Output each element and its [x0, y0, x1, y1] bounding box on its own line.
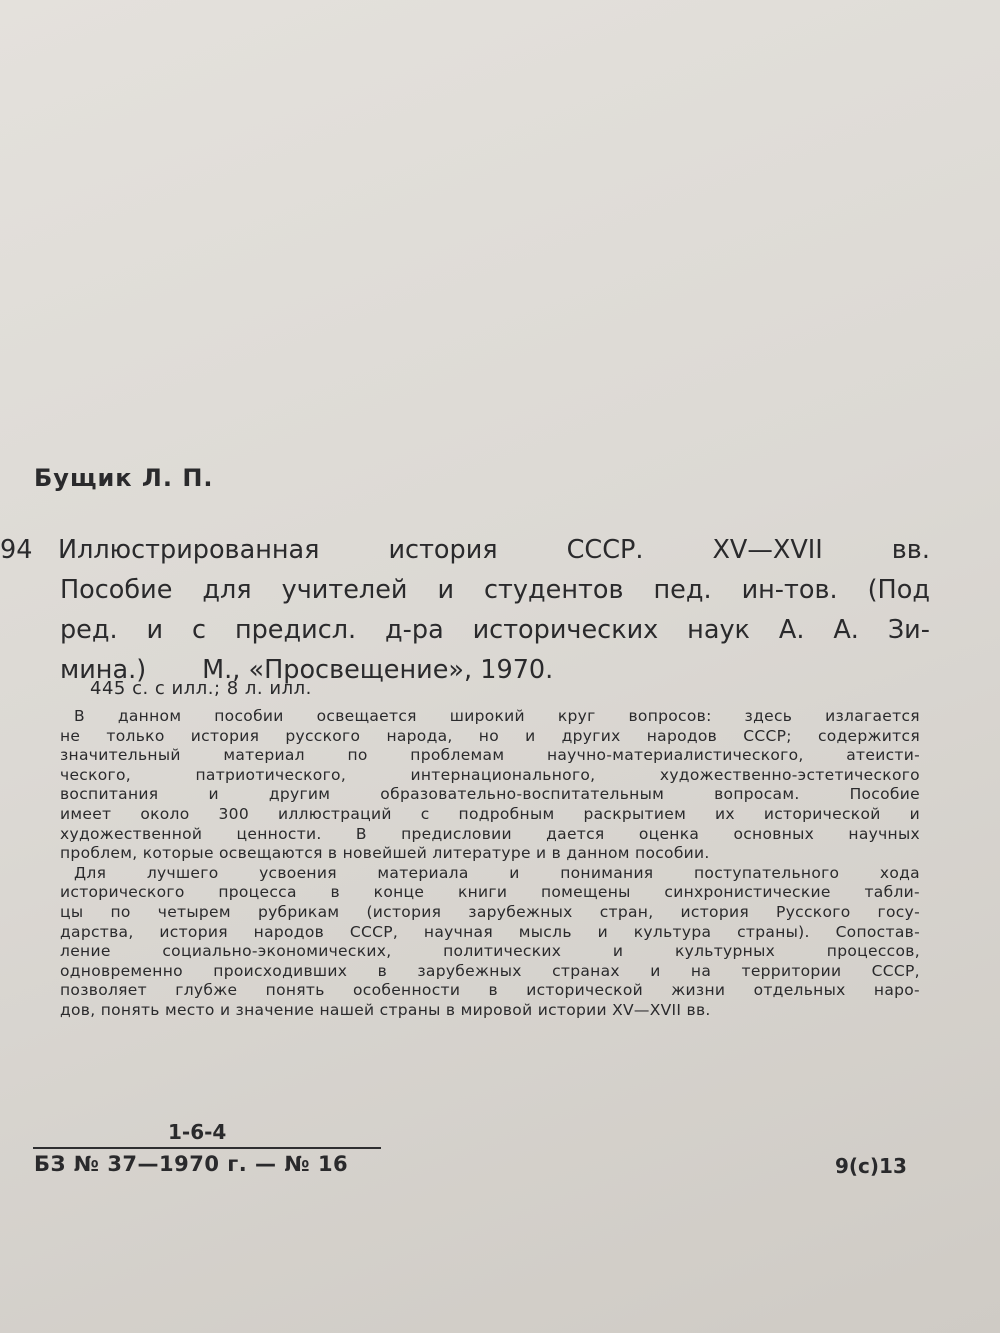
entry-title-line [0, 570, 930, 610]
abstract-line: дов, понять место и значение нашей страны в мировой истории XV—XVII вв. [60, 1000, 711, 1019]
abstract-line: Для лучшего усвоения материала и понимания поступательного хода [74, 863, 920, 882]
abstract-line: ческого, патриотического, интернационального, художественно-эстетического [60, 765, 920, 784]
classification-code: 9(с)13 [835, 1154, 907, 1178]
title-line-4: мина.) [60, 655, 147, 685]
abstract-line: воспитания и другим образовательно-воспитательным вопросам. Пособие [60, 785, 920, 804]
entry-publisher: М., «Просвещение», 1970. [202, 655, 554, 685]
abstract-line: цы по четырем рубрикам (история зарубежных стран, история Русского госу- [60, 902, 920, 921]
abstract-line: художественной ценности. В предисловии дается оценка основных научных [60, 824, 920, 843]
entry-title-line [0, 610, 930, 650]
entry-title-line [0, 530, 930, 570]
entry-index: 94 [0, 535, 33, 565]
collation: 445 с. с илл.; 8 л. илл. [90, 678, 312, 699]
abstract-line: значительный материал по проблемам научно-материалистического, атеисти- [60, 746, 920, 765]
title-line-2: Пособие для учителей и студентов пед. ин-тов. (Под [60, 575, 930, 605]
divider [33, 1147, 381, 1149]
bibliographic-entry [0, 530, 930, 690]
entry-title-text [58, 530, 930, 570]
abstract-line: В данном пособии освещается широкий круг вопросов: здесь излагается [74, 707, 920, 725]
bz-line: БЗ № 37—1970 г. — № 16 [34, 1152, 349, 1176]
classmark: 1-6-4 [168, 1120, 227, 1144]
abstract [60, 707, 920, 1021]
abstract-line: имеет около 300 иллюстраций с подробным раскрытием их исторической и [60, 804, 920, 823]
abstract-line: одновременно происходивших в зарубежных странах и на территории СССР, [60, 961, 920, 980]
abstract-line: проблем, которые освещаются в новейшей литературе и в данном пособии. [60, 844, 710, 863]
abstract-line: не только история русского народа, но и других народов СССР; содержится [60, 726, 920, 745]
abstract-line: ление социально-экономических, политических и культурных процессов, [60, 942, 920, 961]
abstract-line: позволяет глубже понять особенности в исторической жизни отдельных наро- [60, 981, 920, 1000]
title-line-1: Иллюстрированная история СССР. XV—XVII вв. [58, 535, 930, 565]
title-line-3: ред. и с предисл. д-ра исторических наук А. А. Зи- [60, 615, 930, 645]
abstract-line: дарства, история народов СССР, научная мысль и культура страны). Сопостав- [60, 922, 920, 941]
abstract-line: исторического процесса в конце книги помещены синхронистические табли- [60, 883, 920, 902]
author-name: Бущик Л. П. [34, 464, 214, 492]
